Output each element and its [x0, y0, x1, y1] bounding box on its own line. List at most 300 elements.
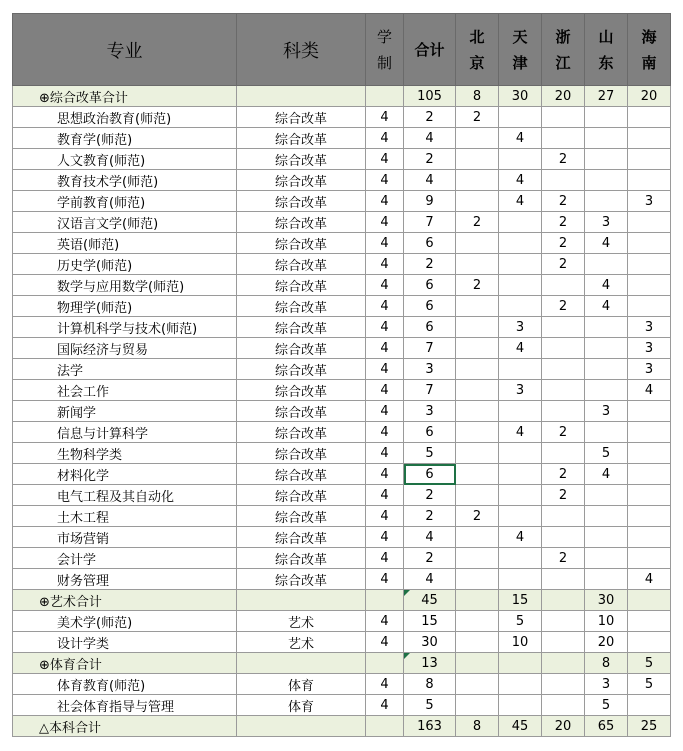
cell-category[interactable]	[237, 86, 366, 107]
cell-major[interactable]: 社会体育指导与管理	[13, 695, 237, 716]
cell-beijing[interactable]	[456, 296, 499, 317]
cell-zhejiang[interactable]: 2	[542, 422, 585, 443]
cell-beijing[interactable]	[456, 170, 499, 191]
cell-category[interactable]: 综合改革	[237, 149, 366, 170]
cell-years[interactable]: 4	[366, 569, 404, 590]
cell-shandong[interactable]	[585, 128, 628, 149]
cell-hainan[interactable]: 20	[628, 86, 671, 107]
cell-zhejiang[interactable]: 2	[542, 191, 585, 212]
cell-total[interactable]: 4	[404, 569, 456, 590]
cell-shandong[interactable]: 4	[585, 275, 628, 296]
cell-beijing[interactable]: 2	[456, 107, 499, 128]
cell-category[interactable]: 综合改革	[237, 170, 366, 191]
table-row	[13, 422, 671, 443]
cell-beijing[interactable]	[456, 233, 499, 254]
cell-zhejiang[interactable]	[542, 569, 585, 590]
cell-category[interactable]: 艺术	[237, 632, 366, 653]
cell-zhejiang[interactable]	[542, 380, 585, 401]
cell-hainan[interactable]	[628, 233, 671, 254]
cell-hainan[interactable]	[628, 401, 671, 422]
header-years[interactable]: 学 制	[366, 14, 404, 86]
cell-tianjin[interactable]: 4	[499, 527, 542, 548]
cell-tianjin[interactable]: 3	[499, 317, 542, 338]
cell-total[interactable]: 2	[404, 149, 456, 170]
cell-shandong[interactable]: 8	[585, 653, 628, 674]
cell-beijing[interactable]	[456, 380, 499, 401]
cell-beijing[interactable]	[456, 191, 499, 212]
cell-tianjin[interactable]: 4	[499, 422, 542, 443]
cell-beijing[interactable]	[456, 590, 499, 611]
cell-tianjin[interactable]	[499, 653, 542, 674]
cell-tianjin[interactable]: 4	[499, 191, 542, 212]
cell-years[interactable]: 4	[366, 254, 404, 275]
cell-major[interactable]: 国际经济与贸易	[13, 338, 237, 359]
cell-zhejiang[interactable]	[542, 653, 585, 674]
cell-tianjin[interactable]	[499, 506, 542, 527]
cell-total[interactable]: 13	[404, 653, 456, 674]
cell-years[interactable]: 4	[366, 317, 404, 338]
cell-beijing[interactable]	[456, 569, 499, 590]
cell-total[interactable]: 105	[404, 86, 456, 107]
cell-beijing[interactable]: 2	[456, 212, 499, 233]
cell-shandong[interactable]: 10	[585, 611, 628, 632]
cell-zhejiang[interactable]	[542, 317, 585, 338]
cell-major[interactable]: 学前教育(师范)	[13, 191, 237, 212]
cell-total[interactable]: 2	[404, 485, 456, 506]
cell-shandong[interactable]	[585, 191, 628, 212]
cell-beijing[interactable]: 2	[456, 275, 499, 296]
cell-category[interactable]: 综合改革	[237, 317, 366, 338]
cell-beijing[interactable]	[456, 128, 499, 149]
cell-hainan[interactable]	[628, 107, 671, 128]
cell-beijing[interactable]	[456, 464, 499, 485]
cell-tianjin[interactable]	[499, 212, 542, 233]
cell-category[interactable]	[237, 590, 366, 611]
header-major[interactable]: 专业	[13, 14, 237, 86]
cell-category[interactable]: 综合改革	[237, 527, 366, 548]
cell-tianjin[interactable]	[499, 296, 542, 317]
cell-zhejiang[interactable]: 2	[542, 464, 585, 485]
cell-tianjin[interactable]: 30	[499, 86, 542, 107]
cell-total[interactable]: 3	[404, 401, 456, 422]
cell-years[interactable]: 4	[366, 695, 404, 716]
cell-tianjin[interactable]	[499, 233, 542, 254]
cell-years[interactable]: 4	[366, 401, 404, 422]
cell-hainan[interactable]: 3	[628, 338, 671, 359]
cell-category[interactable]: 综合改革	[237, 569, 366, 590]
cell-total[interactable]: 9	[404, 191, 456, 212]
cell-years[interactable]: 4	[366, 275, 404, 296]
cell-category[interactable]: 体育	[237, 695, 366, 716]
cell-zhejiang[interactable]	[542, 611, 585, 632]
cell-hainan[interactable]	[628, 506, 671, 527]
cell-beijing[interactable]	[456, 653, 499, 674]
cell-hainan[interactable]	[628, 611, 671, 632]
cell-beijing[interactable]	[456, 338, 499, 359]
cell-years[interactable]: 4	[366, 464, 404, 485]
cell-hainan[interactable]	[628, 464, 671, 485]
cell-years[interactable]: 4	[366, 233, 404, 254]
table-row	[13, 170, 671, 191]
cell-zhejiang[interactable]: 2	[542, 233, 585, 254]
cell-shandong[interactable]: 4	[585, 233, 628, 254]
cell-shandong[interactable]: 3	[585, 212, 628, 233]
cell-hainan[interactable]	[628, 443, 671, 464]
table-row	[13, 674, 671, 695]
cell-zhejiang[interactable]	[542, 359, 585, 380]
cell-zhejiang[interactable]: 20	[542, 716, 585, 737]
cell-tianjin[interactable]: 5	[499, 611, 542, 632]
cell-major[interactable]: 计算机科学与技术(师范)	[13, 317, 237, 338]
cell-years[interactable]: 4	[366, 359, 404, 380]
cell-shandong[interactable]	[585, 149, 628, 170]
cell-shandong[interactable]	[585, 569, 628, 590]
cell-hainan[interactable]	[628, 695, 671, 716]
cell-hainan[interactable]	[628, 212, 671, 233]
cell-major[interactable]: 新闻学	[13, 401, 237, 422]
cell-major[interactable]: 美术学(师范)	[13, 611, 237, 632]
cell-major[interactable]: 信息与计算科学	[13, 422, 237, 443]
cell-major[interactable]: ⊕综合改革合计	[13, 86, 237, 107]
cell-beijing[interactable]	[456, 254, 499, 275]
cell-hainan[interactable]: 4	[628, 569, 671, 590]
cell-zhejiang[interactable]	[542, 338, 585, 359]
cell-years[interactable]: 4	[366, 380, 404, 401]
cell-tianjin[interactable]	[499, 149, 542, 170]
cell-years[interactable]: 4	[366, 422, 404, 443]
cell-beijing[interactable]	[456, 695, 499, 716]
cell-hainan[interactable]: 25	[628, 716, 671, 737]
cell-hainan[interactable]	[628, 527, 671, 548]
cell-category[interactable]: 综合改革	[237, 359, 366, 380]
cell-tianjin[interactable]: 10	[499, 632, 542, 653]
cell-shandong[interactable]	[585, 359, 628, 380]
cell-beijing[interactable]	[456, 611, 499, 632]
cell-tianjin[interactable]	[499, 401, 542, 422]
cell-years[interactable]: 4	[366, 128, 404, 149]
cell-years[interactable]: 4	[366, 191, 404, 212]
cell-total[interactable]: 6	[404, 422, 456, 443]
cell-total[interactable]: 6	[404, 233, 456, 254]
cell-total[interactable]: 7	[404, 380, 456, 401]
cell-major[interactable]: 社会工作	[13, 380, 237, 401]
cell-tianjin[interactable]	[499, 275, 542, 296]
cell-total[interactable]: 5	[404, 443, 456, 464]
table-row	[13, 275, 671, 296]
cell-shandong[interactable]: 30	[585, 590, 628, 611]
cell-major[interactable]: △本科合计	[13, 716, 237, 737]
cell-hainan[interactable]	[628, 275, 671, 296]
cell-major[interactable]: 会计学	[13, 548, 237, 569]
cell-years[interactable]: 4	[366, 107, 404, 128]
cell-major[interactable]: ⊕体育合计	[13, 653, 237, 674]
cell-total[interactable]: 30	[404, 632, 456, 653]
cell-shandong[interactable]: 4	[585, 464, 628, 485]
cell-beijing[interactable]	[456, 422, 499, 443]
cell-shandong[interactable]	[585, 422, 628, 443]
cell-years[interactable]: 4	[366, 611, 404, 632]
cell-major[interactable]: 电气工程及其自动化	[13, 485, 237, 506]
cell-zhejiang[interactable]	[542, 275, 585, 296]
cell-beijing[interactable]: 8	[456, 86, 499, 107]
cell-years[interactable]	[366, 653, 404, 674]
cell-total[interactable]: 2	[404, 254, 456, 275]
cell-beijing[interactable]	[456, 443, 499, 464]
cell-category[interactable]: 综合改革	[237, 191, 366, 212]
cell-years[interactable]: 4	[366, 674, 404, 695]
cell-total[interactable]: 4	[404, 170, 456, 191]
cell-total[interactable]: 6	[404, 296, 456, 317]
cell-major[interactable]: ⊕艺术合计	[13, 590, 237, 611]
cell-zhejiang[interactable]	[542, 401, 585, 422]
cell-major[interactable]: 汉语言文学(师范)	[13, 212, 237, 233]
cell-total[interactable]: 2	[404, 548, 456, 569]
cell-zhejiang[interactable]	[542, 632, 585, 653]
cell-zhejiang[interactable]: 2	[542, 485, 585, 506]
cell-years[interactable]: 4	[366, 506, 404, 527]
cell-hainan[interactable]	[628, 254, 671, 275]
cell-major[interactable]: 体育教育(师范)	[13, 674, 237, 695]
cell-beijing[interactable]	[456, 674, 499, 695]
cell-category[interactable]: 综合改革	[237, 422, 366, 443]
cell-total[interactable]: 2	[404, 107, 456, 128]
cell-total[interactable]: 4	[404, 527, 456, 548]
header-category[interactable]: 科类	[237, 14, 366, 86]
cell-tianjin[interactable]	[499, 674, 542, 695]
cell-major[interactable]: 生物科学类	[13, 443, 237, 464]
cell-zhejiang[interactable]	[542, 128, 585, 149]
cell-category[interactable]	[237, 716, 366, 737]
cell-tianjin[interactable]: 4	[499, 338, 542, 359]
cell-years[interactable]: 4	[366, 338, 404, 359]
cell-tianjin[interactable]	[499, 443, 542, 464]
cell-tianjin[interactable]	[499, 107, 542, 128]
cell-total[interactable]: 8	[404, 674, 456, 695]
cell-major[interactable]: 历史学(师范)	[13, 254, 237, 275]
cell-hainan[interactable]	[628, 632, 671, 653]
cell-tianjin[interactable]: 4	[499, 170, 542, 191]
cell-tianjin[interactable]	[499, 695, 542, 716]
cell-zhejiang[interactable]	[542, 695, 585, 716]
cell-category[interactable]: 艺术	[237, 611, 366, 632]
cell-beijing[interactable]: 2	[456, 506, 499, 527]
cell-hainan[interactable]	[628, 170, 671, 191]
cell-tianjin[interactable]: 3	[499, 380, 542, 401]
cell-beijing[interactable]	[456, 485, 499, 506]
table-row	[13, 233, 671, 254]
header-zhejiang[interactable]: 浙 江	[542, 14, 585, 86]
cell-major[interactable]: 法学	[13, 359, 237, 380]
cell-major[interactable]: 数学与应用数学(师范)	[13, 275, 237, 296]
cell-shandong[interactable]: 4	[585, 296, 628, 317]
cell-total[interactable]: 7	[404, 338, 456, 359]
cell-total[interactable]: 6	[404, 275, 456, 296]
cell-total[interactable]: 15	[404, 611, 456, 632]
cell-category[interactable]: 综合改革	[237, 254, 366, 275]
cell-hainan[interactable]: 3	[628, 191, 671, 212]
table-row	[13, 548, 671, 569]
cell-zhejiang[interactable]	[542, 107, 585, 128]
cell-tianjin[interactable]	[499, 254, 542, 275]
cell-zhejiang[interactable]	[542, 674, 585, 695]
cell-tianjin[interactable]	[499, 485, 542, 506]
cell-years[interactable]: 4	[366, 485, 404, 506]
cell-hainan[interactable]: 3	[628, 317, 671, 338]
header-beijing[interactable]: 北 京	[456, 14, 499, 86]
cell-hainan[interactable]	[628, 296, 671, 317]
cell-zhejiang[interactable]: 20	[542, 86, 585, 107]
cell-shandong[interactable]: 65	[585, 716, 628, 737]
cell-major[interactable]: 物理学(师范)	[13, 296, 237, 317]
cell-category[interactable]: 综合改革	[237, 107, 366, 128]
cell-major[interactable]: 思想政治教育(师范)	[13, 107, 237, 128]
cell-hainan[interactable]	[628, 149, 671, 170]
cell-hainan[interactable]	[628, 128, 671, 149]
header-tianjin[interactable]: 天 津	[499, 14, 542, 86]
cell-years[interactable]: 4	[366, 548, 404, 569]
cell-shandong[interactable]	[585, 254, 628, 275]
header-hainan[interactable]: 海 南	[628, 14, 671, 86]
cell-years[interactable]: 4	[366, 296, 404, 317]
cell-years[interactable]: 4	[366, 149, 404, 170]
cell-major[interactable]: 财务管理	[13, 569, 237, 590]
cell-shandong[interactable]	[585, 170, 628, 191]
cell-years[interactable]	[366, 716, 404, 737]
cell-shandong[interactable]	[585, 527, 628, 548]
cell-total[interactable]: 6	[404, 464, 456, 485]
cell-total[interactable]: 5	[404, 695, 456, 716]
cell-years[interactable]	[366, 86, 404, 107]
cell-hainan[interactable]: 5	[628, 674, 671, 695]
cell-category[interactable]: 综合改革	[237, 506, 366, 527]
cell-tianjin[interactable]	[499, 569, 542, 590]
cell-major[interactable]: 材料化学	[13, 464, 237, 485]
cell-years[interactable]: 4	[366, 443, 404, 464]
cell-major[interactable]: 人文教育(师范)	[13, 149, 237, 170]
cell-hainan[interactable]	[628, 548, 671, 569]
cell-hainan[interactable]	[628, 485, 671, 506]
cell-shandong[interactable]: 5	[585, 695, 628, 716]
cell-total[interactable]: 3	[404, 359, 456, 380]
table-row	[13, 401, 671, 422]
cell-years[interactable]: 4	[366, 212, 404, 233]
cell-major[interactable]: 英语(师范)	[13, 233, 237, 254]
cell-total[interactable]: 45	[404, 590, 456, 611]
cell-beijing[interactable]	[456, 527, 499, 548]
cell-hainan[interactable]: 3	[628, 359, 671, 380]
cell-shandong[interactable]: 27	[585, 86, 628, 107]
cell-years[interactable]: 4	[366, 632, 404, 653]
cell-zhejiang[interactable]	[542, 443, 585, 464]
cell-zhejiang[interactable]	[542, 527, 585, 548]
cell-total[interactable]: 4	[404, 128, 456, 149]
cell-category[interactable]: 综合改革	[237, 128, 366, 149]
table-row	[13, 191, 671, 212]
cell-major[interactable]: 土木工程	[13, 506, 237, 527]
table-row	[13, 149, 671, 170]
header-shandong[interactable]: 山 东	[585, 14, 628, 86]
table-row	[13, 569, 671, 590]
cell-category[interactable]: 综合改革	[237, 212, 366, 233]
cell-shandong[interactable]: 3	[585, 674, 628, 695]
cell-beijing[interactable]	[456, 632, 499, 653]
cell-zhejiang[interactable]: 2	[542, 254, 585, 275]
cell-tianjin[interactable]	[499, 359, 542, 380]
cell-tianjin[interactable]: 45	[499, 716, 542, 737]
cell-zhejiang[interactable]: 2	[542, 149, 585, 170]
cell-beijing[interactable]	[456, 548, 499, 569]
cell-tianjin[interactable]: 15	[499, 590, 542, 611]
cell-zhejiang[interactable]: 2	[542, 548, 585, 569]
cell-tianjin[interactable]	[499, 464, 542, 485]
cell-shandong[interactable]	[585, 338, 628, 359]
cell-beijing[interactable]	[456, 359, 499, 380]
cell-total[interactable]: 163	[404, 716, 456, 737]
cell-zhejiang[interactable]	[542, 170, 585, 191]
cell-hainan[interactable]	[628, 590, 671, 611]
cell-total[interactable]: 2	[404, 506, 456, 527]
cell-shandong[interactable]	[585, 317, 628, 338]
cell-total[interactable]: 7	[404, 212, 456, 233]
cell-category[interactable]: 综合改革	[237, 485, 366, 506]
cell-hainan[interactable]: 5	[628, 653, 671, 674]
cell-category[interactable]: 综合改革	[237, 401, 366, 422]
table-row	[13, 296, 671, 317]
cell-major[interactable]: 设计学类	[13, 632, 237, 653]
cell-shandong[interactable]	[585, 107, 628, 128]
cell-shandong[interactable]	[585, 548, 628, 569]
cell-tianjin[interactable]: 4	[499, 128, 542, 149]
cell-shandong[interactable]: 3	[585, 401, 628, 422]
cell-total[interactable]: 6	[404, 317, 456, 338]
table-row	[13, 632, 671, 653]
cell-beijing[interactable]: 8	[456, 716, 499, 737]
cell-category[interactable]: 综合改革	[237, 380, 366, 401]
cell-shandong[interactable]	[585, 506, 628, 527]
cell-category[interactable]: 综合改革	[237, 296, 366, 317]
cell-major[interactable]: 市场营销	[13, 527, 237, 548]
cell-beijing[interactable]	[456, 149, 499, 170]
cell-years[interactable]: 4	[366, 527, 404, 548]
cell-category[interactable]: 综合改革	[237, 275, 366, 296]
cell-category[interactable]: 体育	[237, 674, 366, 695]
cell-category[interactable]: 综合改革	[237, 233, 366, 254]
cell-shandong[interactable]: 5	[585, 443, 628, 464]
cell-years[interactable]: 4	[366, 170, 404, 191]
cell-zhejiang[interactable]: 2	[542, 296, 585, 317]
cell-zhejiang[interactable]: 2	[542, 212, 585, 233]
cell-category[interactable]: 综合改革	[237, 338, 366, 359]
cell-category[interactable]	[237, 653, 366, 674]
cell-major[interactable]: 教育技术学(师范)	[13, 170, 237, 191]
cell-shandong[interactable]	[585, 485, 628, 506]
cell-shandong[interactable]	[585, 380, 628, 401]
cell-category[interactable]: 综合改革	[237, 548, 366, 569]
cell-zhejiang[interactable]	[542, 590, 585, 611]
cell-years[interactable]	[366, 590, 404, 611]
cell-beijing[interactable]	[456, 317, 499, 338]
cell-beijing[interactable]	[456, 401, 499, 422]
header-total[interactable]: 合计	[404, 14, 456, 86]
cell-hainan[interactable]	[628, 422, 671, 443]
cell-major[interactable]: 教育学(师范)	[13, 128, 237, 149]
cell-shandong[interactable]: 20	[585, 632, 628, 653]
cell-category[interactable]: 综合改革	[237, 464, 366, 485]
cell-category[interactable]: 综合改革	[237, 443, 366, 464]
cell-hainan[interactable]: 4	[628, 380, 671, 401]
cell-zhejiang[interactable]	[542, 506, 585, 527]
cell-tianjin[interactable]	[499, 548, 542, 569]
